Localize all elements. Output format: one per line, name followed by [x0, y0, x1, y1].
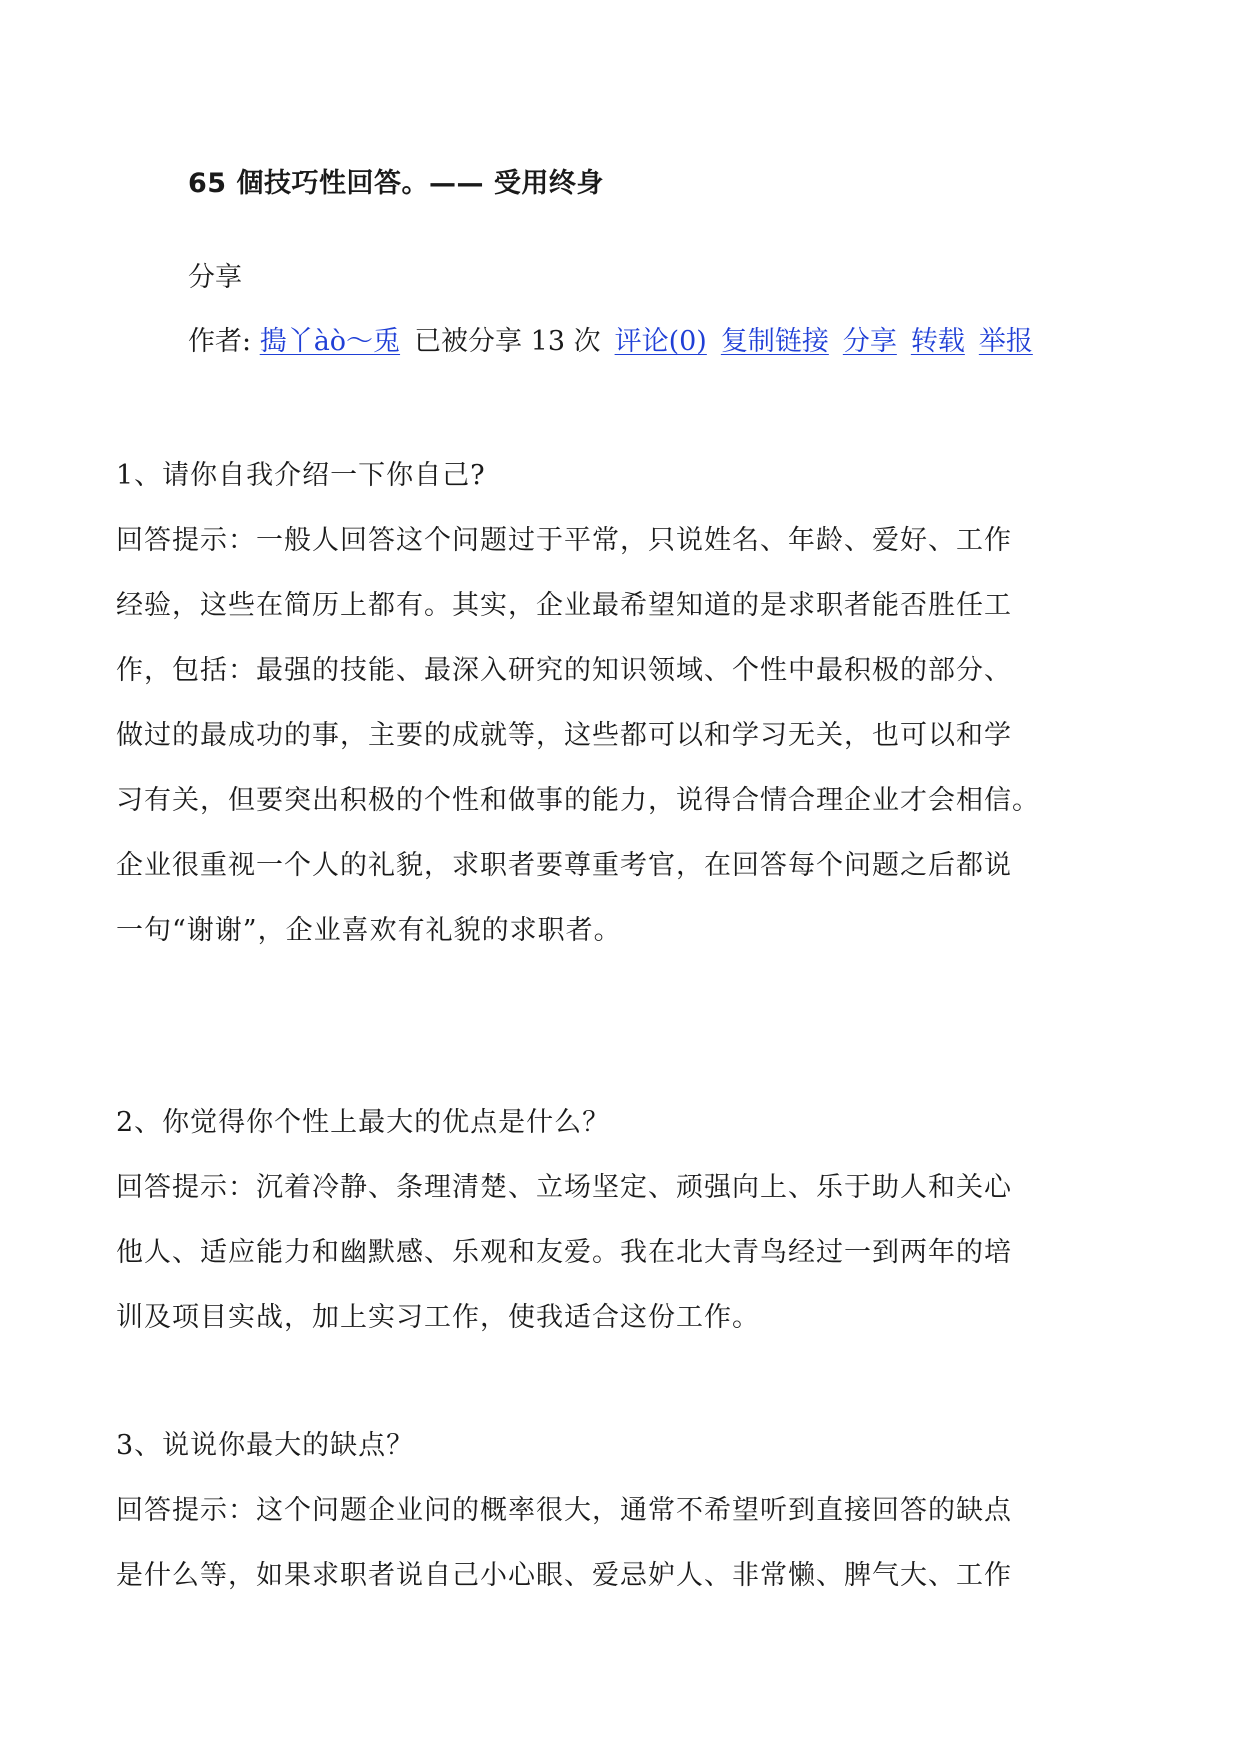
author-prefix: 作者:: [188, 326, 252, 357]
answer-line: 是什么等，如果求职者说自己小心眼、爱忌妒人、非常懒、脾气大、工作: [116, 1560, 1012, 1591]
question-section-3: [116, 1413, 1116, 1608]
share-label: 分享: [188, 262, 242, 293]
answer-line: 回答提示：沉着冷静、条理清楚、立场坚定、顽强向上、乐于助人和关心: [116, 1172, 1012, 1203]
answer-line: 作，包括：最强的技能、最深入研究的知识领域、个性中最积极的部分、: [116, 655, 1012, 686]
answer-line: 经验，这些在简历上都有。其实，企业最希望知道的是求职者能否胜任工: [116, 590, 1012, 621]
answer-line: 做过的最成功的事，主要的成就等，这些都可以和学习无关，也可以和学: [116, 720, 1012, 751]
question-heading: 1、请你自我介绍一下你自己?: [116, 460, 486, 491]
page-title: 65 個技巧性回答。—— 受用终身: [188, 168, 604, 199]
question-section-1: [116, 443, 1116, 963]
shared-count-text: 已被分享 13 次: [414, 326, 601, 357]
question-heading: 3、说说你最大的缺点？: [116, 1430, 415, 1461]
author-meta: [188, 309, 1078, 375]
author-link[interactable]: 搗丫àò〜兎: [259, 326, 401, 357]
answer-line: 企业很重视一个人的礼貌，求职者要尊重考官，在回答每个问题之后都说: [116, 850, 1012, 881]
answer-line: 一句“谢谢”，企业喜欢有礼貌的求职者。: [116, 915, 622, 946]
answer-line: 回答提示：这个问题企业问的概率很大，通常不希望听到直接回答的缺点: [116, 1495, 1012, 1526]
answer-line: 回答提示：一般人回答这个问题过于平常，只说姓名、年龄、爱好、工作: [116, 525, 1012, 556]
repost-link[interactable]: 转载: [910, 326, 965, 357]
report-link[interactable]: 举报: [978, 326, 1033, 357]
answer-line: 训及项目实战，加上实习工作，使我适合这份工作。: [116, 1302, 760, 1333]
share-link[interactable]: 分享: [842, 326, 897, 357]
answer-line: 他人、适应能力和幽默感、乐观和友爱。我在北大青鸟经过一到两年的培: [116, 1237, 1012, 1268]
answer-line: 习有关，但要突出积极的个性和做事的能力，说得合情合理企业才会相信。: [116, 785, 1040, 816]
question-section-2: [116, 1090, 1116, 1350]
question-heading: 2、你觉得你个性上最大的优点是什么？: [116, 1107, 611, 1138]
copy-link-link[interactable]: 复制链接: [720, 326, 829, 357]
comment-link[interactable]: 评论(0): [614, 326, 707, 357]
